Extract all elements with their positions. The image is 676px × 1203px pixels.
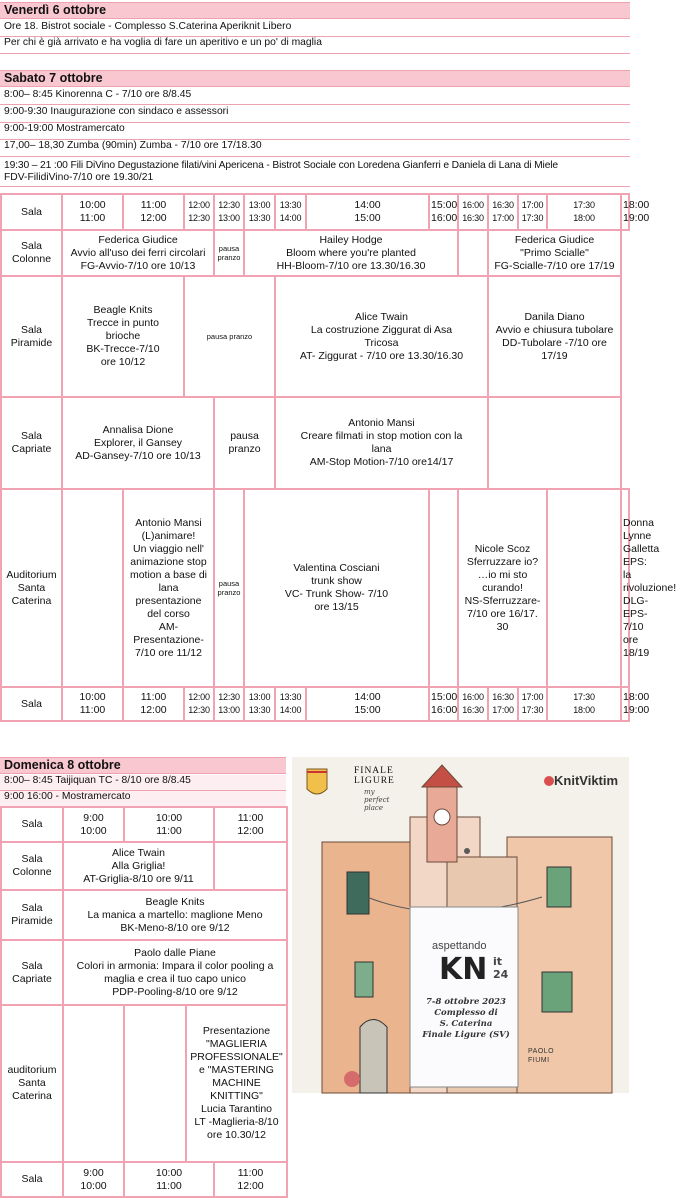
slot-start: 15:00 [431,691,458,703]
row-sala-piramide [1,276,629,397]
slot-start: 14:00 [354,691,381,703]
row-sala-colonne [1,230,629,276]
slot-end: 18:00 [573,705,595,715]
sunday-line-1: 8:00– 8:45 Taijiquan TC - 8/10 ore 8/8.45 [0,775,286,791]
time-slot [518,687,547,721]
event-fg-avvio: Federica Giudice Avvio all'uso dei ferri circolari FG-Avvio-7/10 ore 10/13 [62,230,214,276]
logo-num: 24 [492,968,509,981]
pausa-pranzo: pausa pranzo [214,230,244,276]
slot-end: 17:00 [492,213,514,223]
time-slot [123,687,184,721]
slot-start: 16:30 [492,200,514,210]
saturday-line-1: 8:00– 8:45 Kinorenna C - 7/10 ore 8/8.45 [0,89,630,105]
slot-start: 11:00 [237,811,264,824]
poster-illustration [292,757,629,1093]
poster-town-name [354,766,395,786]
saturday-line-4: 17,00– 18,30 Zumba (90min) Zumba - 7/10 ore 17/18.30 [0,140,630,157]
time-slot [458,194,488,230]
slot-end: 12:00 [237,824,264,837]
saturday-line-3: 9:00-19:00 Mostramercato [0,123,630,140]
tagline-2: perfect [364,796,390,804]
slot-start: 18:00 [623,199,650,211]
empty-slot [124,1005,186,1162]
time-slot [123,194,184,230]
empty-slot [458,230,488,276]
slot-start: 16:30 [492,692,514,702]
empty-slot [63,1005,124,1162]
slot-end: 11:00 [79,212,106,224]
saturday-line-5: 19:30 – 21 :00 Fili DiVino Degustazione filati/vini Apericena - Bistrot Sociale con Loredena Gianferri e Daniela di Lana di Miele [4,160,558,171]
poster-city: Finale Ligure (SV) [422,1030,510,1040]
saturday-schedule [0,193,676,722]
time-slot [124,807,214,842]
time-slot [214,687,244,721]
event-fg-scialle: Federica Giudice "Primo Scialle" FG-Scialle-7/10 ore 17/19 [488,230,621,276]
time-slot [275,194,306,230]
slot-start: 11:00 [140,199,167,211]
slot-end: 12:30 [188,705,210,715]
slot-start: 12:30 [218,200,240,210]
sunday-row-auditorium [1,1005,287,1162]
slot-start: 9:00 [83,811,104,824]
pausa-pranzo: pausa pranzo [184,276,275,397]
slot-end: 12:00 [140,212,167,224]
empty-slot [547,489,621,687]
empty-slot [214,842,287,890]
time-slot [621,687,650,721]
slot-end: 19:00 [623,704,650,716]
time-slot [275,687,306,721]
event-bk-meno: Beagle Knits La manica a martello: maglione Meno BK-Meno-8/10 ore 9/12 [63,890,287,940]
time-slot [488,194,518,230]
slot-end: 16:30 [462,213,484,223]
slot-start: 10:00 [155,811,183,824]
pausa-pranzo: pausa pranzo [214,489,244,687]
friday-line-2: Per chi è già arrivato e ha voglia di fare un aperitivo e un po' di maglia [0,37,630,54]
slot-end: 15:00 [354,704,381,716]
time-slot [518,194,547,230]
time-slot [63,1162,124,1197]
slot-end: 11:00 [79,704,106,716]
slot-end: 16:00 [431,704,458,716]
slot-end: 14:00 [279,213,302,223]
event-poster [292,757,629,1093]
room-label-colonne: Sala Colonne [1,230,62,276]
event-dd-tubolare: Danila Diano Avvio e chiusura tubolare DD-Tubolare -7/10 ore 17/19 [488,276,621,397]
event-bk-trecce: Beagle Knits Trecce in punto brioche BK-Trecce-7/10 ore 10/12 [62,276,184,397]
slot-end: 16:00 [431,212,458,224]
event-ad-gansey: Annalisa Dione Explorer, il Gansey AD-Gansey-7/10 ore 10/13 [62,397,214,489]
slot-end: 13:30 [248,213,271,223]
event-am-presentazione: Antonio Mansi (L)animare! Un viaggio nell' animazione stop motion a base di lana presentazione del corso AM- Presentazione- 7/10 ore 11/12 [123,489,214,687]
slot-start: 15:00 [431,199,458,211]
sunday-time-row [1,807,287,842]
slot-end: 11:00 [156,824,182,837]
slot-end: 18:00 [573,213,595,223]
event-am-stopmotion: Antonio Mansi Creare filmati in stop motion con la lana AM-Stop Motion-7/10 ore14/17 [275,397,488,489]
saturday-time-row [1,194,629,230]
room-label-colonne: Sala Colonne [1,842,63,890]
poster-aspettando: aspettando [432,940,487,952]
town-line-2: LIGURE [354,776,395,786]
slot-start: 12:30 [218,692,240,702]
friday-header: Venerdì 6 ottobre [0,2,630,19]
saturday-line-6: FDV-FilidiVino-7/10 ore 19.30/21 [0,172,630,187]
empty-slot [429,489,458,687]
event-at-griglia: Alice Twain Alla Griglia! AT-Griglia-8/10 ore 9/11 [63,842,214,890]
slot-start: 13:30 [279,692,302,702]
event-vc-trunkshow: Valentina Cosciani trunk show VC- Trunk Show- 7/10 ore 13/15 [244,489,429,687]
time-slot [244,194,275,230]
sunday-time-row-bottom [1,1162,287,1197]
time-slot [214,807,287,842]
time-slot [306,687,429,721]
slot-end: 17:00 [492,705,514,715]
slot-start: 12:00 [188,692,210,702]
logo-it: it [492,955,502,968]
saturday-header: Sabato 7 ottobre [0,70,630,87]
slot-start: 10:00 [79,691,106,703]
poster-venue-1: Complesso di [434,1008,498,1018]
slot-start: 13:00 [248,692,271,702]
sala-label: Sala [1,807,63,842]
time-slot [429,194,458,230]
slot-end: 14:00 [279,705,302,715]
room-label-capriate: Sala Capriate [1,397,62,489]
slot-end: 16:30 [462,705,484,715]
room-label-auditorium: auditorium Santa Caterina [1,1005,63,1162]
slot-start: 10:00 [79,199,106,211]
tagline-3: place [364,804,383,812]
slot-start: 12:00 [188,200,210,210]
poster-event-info [418,997,514,1041]
sala-label: Sala [1,194,62,230]
slot-start: 10:00 [155,1166,183,1179]
slot-start: 18:00 [623,691,650,703]
room-label-capriate: Sala Capriate [1,940,63,1005]
slot-start: 17:30 [573,692,595,702]
time-slot [547,194,621,230]
slot-end: 17:30 [521,213,544,223]
slot-start: 17:00 [521,692,544,702]
room-label-auditorium: Auditorium Santa Caterina [1,489,62,687]
time-slot [63,807,124,842]
slot-start: 16:00 [462,200,484,210]
row-auditorium [1,489,629,687]
time-slot [62,687,123,721]
slot-end: 12:30 [188,213,210,223]
sunday-row-capriate [1,940,287,1005]
time-slot [547,687,621,721]
tagline-1: my [364,788,375,796]
poster-signature: PAOLO FIUMI [528,1048,555,1064]
slot-end: 13:00 [218,213,240,223]
slot-end: 15:00 [354,212,381,224]
pausa-pranzo: pausa pranzo [214,397,275,489]
slot-end: 12:00 [140,704,167,716]
poster-knit-logo [439,952,509,987]
slot-start: 17:00 [521,200,544,210]
logo-kn: KN [439,952,488,987]
time-slot [488,687,518,721]
slot-start: 16:00 [462,692,484,702]
sunday-header: Domenica 8 ottobre [0,757,286,774]
slot-end: 11:00 [156,1179,182,1192]
slot-start: 11:00 [237,1166,264,1179]
time-slot [214,194,244,230]
time-slot [306,194,429,230]
time-slot [429,687,458,721]
sunday-line-2: 9:00 16:00 - Mostramercato [0,791,286,807]
time-slot [184,687,214,721]
event-dlg-eps: Donna Lynne Galletta EPS: la rivoluzione! DLG- EPS- 7/10 ore 18/19 [621,489,629,687]
sunday-schedule [0,806,288,1198]
row-sala-capriate [1,397,629,489]
slot-end: 17:30 [521,705,544,715]
event-at-ziggurat: Alice Twain La costruzione Ziggurat di Asa Tricosa AT- Ziggurat - 7/10 ore 13.30/16.30 [275,276,488,397]
room-label-piramide: Sala Piramide [1,890,63,940]
sunday-row-colonne [1,842,287,890]
slot-end: 13:00 [218,705,240,715]
slot-end: 10:00 [80,824,107,837]
logo-it-24 [493,955,508,981]
poster-tagline [364,788,389,812]
saturday-time-row-bottom [1,687,629,721]
poster-venue-2: S. Caterina [439,1019,493,1029]
sala-label: Sala [1,1162,63,1197]
town-line-1: FINALE [354,766,394,776]
time-slot [124,1162,214,1197]
slot-end: 12:00 [237,1179,264,1192]
saturday-line-2: 9:00-9:30 Inaugurazione con sindaco e assessori [0,106,630,123]
time-slot [621,194,650,230]
time-slot [458,687,488,721]
slot-start: 17:30 [573,200,595,210]
slot-start: 9:00 [83,1166,104,1179]
event-ns-sferruzzare: Nicole Scoz Sferruzzare io? …io mi sto curando! NS-Sferruzzare- 7/10 ore 16/17. 30 [458,489,547,687]
empty-slot [62,489,123,687]
slot-end: 19:00 [623,212,650,224]
event-pdp-pooling: Paolo dalle Piane Colori in armonia: Impara il color pooling a maglia e crea il tuo capo unico PDP-Pooling-8/10 ore 9/12 [63,940,287,1005]
poster-date: 7-8 ottobre 2023 [426,997,506,1007]
slot-end: 13:30 [248,705,271,715]
slot-end: 10:00 [80,1179,107,1192]
sala-label: Sala [1,687,62,721]
sunday-row-piramide [1,890,287,940]
event-hh-bloom: Hailey Hodge Bloom where you're planted HH-Bloom-7/10 ore 13.30/16.30 [244,230,458,276]
room-label-piramide: Sala Piramide [1,276,62,397]
time-slot [244,687,275,721]
time-slot [184,194,214,230]
time-slot [62,194,123,230]
event-lt-maglieria: Presentazione "MAGLIERIA PROFESSIONALE" e "MASTERING MACHINE KNITTING" Lucia Tarantino LT -Maglieria-8/10 ore 10.30/12 [186,1005,287,1162]
slot-start: 13:30 [279,200,302,210]
friday-line-1: Ore 18. Bistrot sociale - Complesso S.Caterina Aperiknit Libero [0,21,630,37]
time-slot [214,1162,287,1197]
slot-start: 13:00 [248,200,271,210]
poster-brand-logo: KnitViktim [554,773,619,788]
slot-start: 11:00 [140,691,167,703]
empty-slot [488,397,621,489]
slot-start: 14:00 [354,199,381,211]
